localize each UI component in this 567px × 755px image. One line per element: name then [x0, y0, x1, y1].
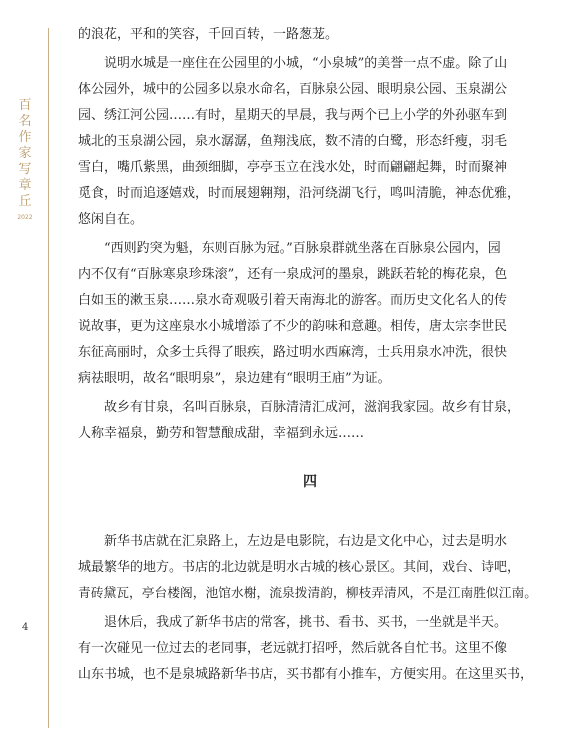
- text-line: “西则趵突为魁，东则百脉为冠。”百脉泉群就坐落在百脉泉公园内，园: [78, 241, 501, 256]
- text-line: 山东书城，也不是泉城路新华书店，买书都有小推车，方便实用。在这里买书，: [78, 667, 534, 682]
- paragraph: [78, 529, 542, 607]
- paragraph: [78, 236, 542, 392]
- text-line: 城北的玉泉湖公园，泉水潺潺，鱼翔浅底，数不清的白鹭，形态纤瘦，羽毛: [78, 134, 508, 149]
- article-part-1: [78, 22, 542, 447]
- text-line: 觅食，时而追逐嬉戏，时而展翅翱翔，沿河绕湖飞行，鸣叫清脆，神态优雅，: [78, 186, 521, 201]
- text-line: 内不仅有“百脉寒泉珍珠滚”，还有一泉成河的墨泉，跳跃若轮的梅花泉，色: [78, 267, 508, 282]
- text-line: 的浪花，平和的笑容，千回百转，一路葱茏。: [78, 27, 339, 42]
- margin-rule: [48, 28, 49, 728]
- page-body: [78, 22, 542, 688]
- text-line: 病祛眼明，故名“眼明泉”，泉边建有“眼明王庙”为证。: [78, 371, 391, 386]
- sidebar-title: 百名作家写章丘: [18, 98, 32, 209]
- text-line: 城最繁华的地方。书店的北边就是明水古城的核心景区。其间，戏台、诗吧，: [78, 560, 521, 575]
- text-line: 退休后，我成了新华书店的常客，挑书、看书、买书，一坐就是半天。: [78, 615, 508, 630]
- paragraph: [78, 395, 542, 447]
- paragraph: [78, 22, 542, 48]
- text-line: 人称幸福泉，勤劳和智慧酿成甜，幸福到永远……: [78, 426, 365, 441]
- section-heading: 四: [303, 474, 317, 490]
- article-part-2: [78, 529, 542, 688]
- text-line: 青砖黛瓦，亭台楼阁，池馆水榭，流泉拨清韵，柳枝弄清风，不是江南胜似江南。: [78, 586, 537, 601]
- text-line: 说故事，更为这座泉水小城增添了不少的韵味和意趣。相传，唐太宗李世民: [78, 319, 508, 334]
- page-number: 4: [22, 622, 29, 633]
- paragraph: [78, 610, 542, 688]
- text-line: 故乡有甘泉，名叫百脉泉，百脉清清汇成河，滋润我家园。故乡有甘泉，: [78, 400, 521, 415]
- text-line: 悠闲自在。: [78, 212, 144, 227]
- text-line: 东征高丽时，众多士兵得了眼疾，路过明水西麻湾，士兵用泉水冲洗，很快: [78, 345, 508, 360]
- text-line: 有一次碰见一位过去的老同事，老远就打招呼，然后就各自忙书。这里不像: [78, 641, 508, 656]
- text-line: 新华书店就在汇泉路上，左边是电影院，右边是文化中心，过去是明水: [78, 534, 508, 549]
- text-line: 园、绣江河公园……有时，星期天的早晨，我与两个已上小学的外孙驱车到: [78, 108, 508, 123]
- text-line: 雪白，嘴爪紫黑，曲颈细脚，亭亭玉立在浅水处，时而翩翩起舞，时而聚神: [78, 160, 508, 175]
- text-line: 体公园外，城中的公园多以泉水命名，百脉泉公园、眼明泉公园、玉泉湖公: [78, 82, 508, 97]
- paragraph: [78, 51, 542, 233]
- text-line: 说明水城是一座住在公园里的小城，“小泉城”的美誉一点不虚。除了山: [78, 56, 508, 71]
- text-line: 白如玉的漱玉泉……泉水奇观吸引着天南海北的游客。而历史文化名人的传: [78, 293, 508, 308]
- sidebar-year: 2022: [17, 214, 33, 221]
